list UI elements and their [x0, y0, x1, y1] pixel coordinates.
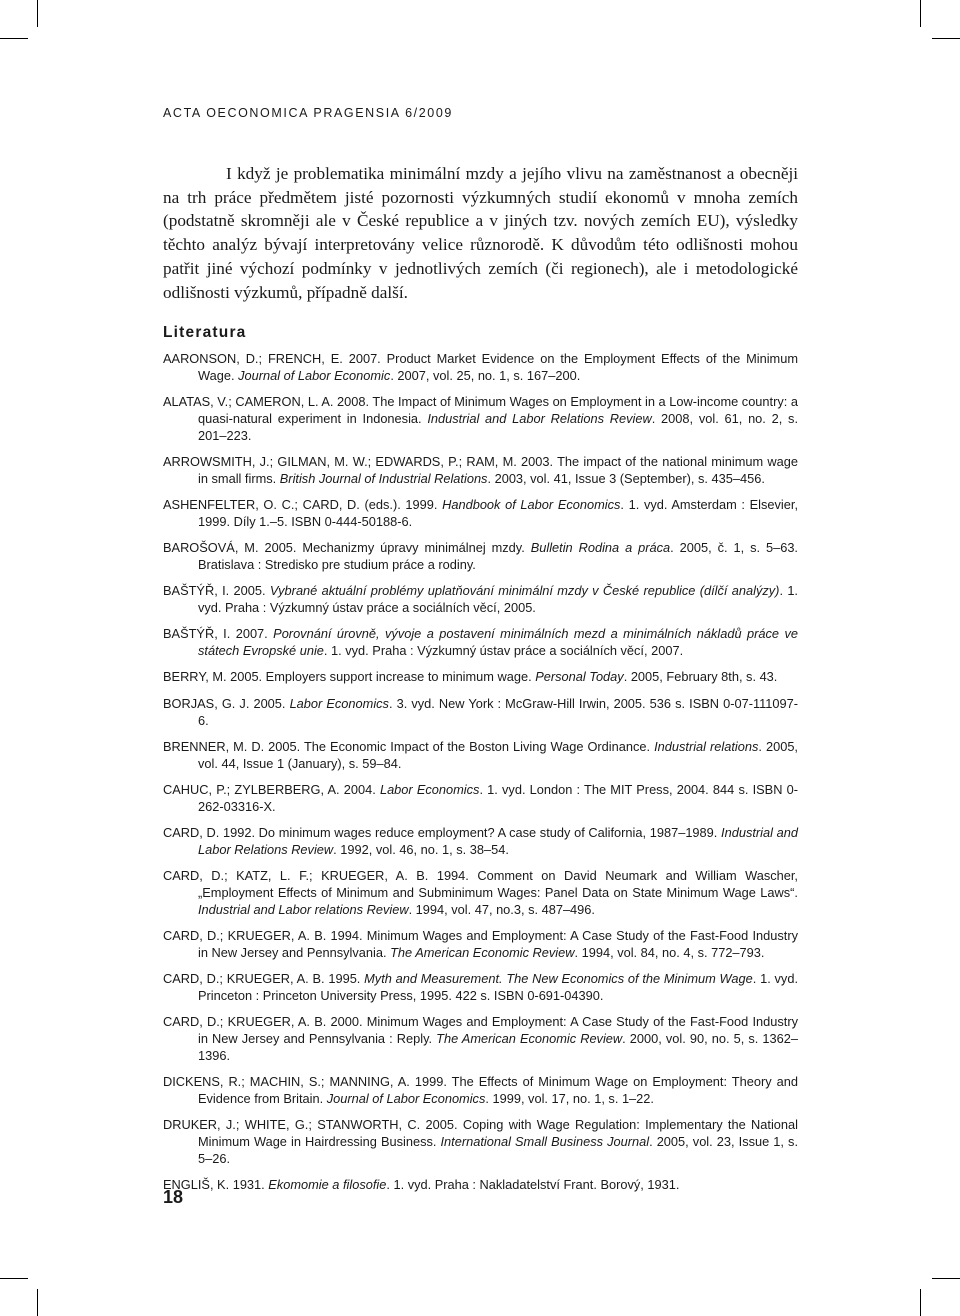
reference-details: . 1. vyd. Praha : Výzkumný ústav práce a sociálních věcí, 2007.	[323, 643, 684, 659]
reference-source-title: Personal Today	[535, 669, 624, 685]
reference-details: . 1. vyd. London : The MIT Press, 2004. 844 s. ISBN 0-262-03316-X.	[198, 781, 798, 814]
reference-text: ENGLIŠ, K. 1931.	[163, 1177, 269, 1193]
reference-source-title: Myth and Measurement. The New Economics of the Minimum Wage	[364, 971, 753, 987]
reference-details: . 1994, vol. 47, no.3, s. 487–496.	[408, 901, 595, 917]
reference-text: BERRY, M. 2005. Employers support increase to minimum wage.	[163, 669, 536, 685]
reference-item	[163, 825, 798, 859]
reference-source-title: Ekomomie a filosofie	[268, 1177, 387, 1193]
reference-source-title: International Small Business Journal	[440, 1133, 650, 1149]
reference-text: ARROWSMITH, J.; GILMAN, M. W.; EDWARDS, P.; RAM, M. 2003. The impact of the national minimum wage in small firms.	[163, 453, 798, 486]
crop-mark	[37, 0, 38, 27]
reference-item	[163, 669, 798, 686]
intro-text: I když je problematika minimální mzdy a jejího vlivu na zaměstnanost a obecněji na trh práce předmětem jisté pozornosti výzkumných studií ekonomů v mnoha zemích (podstatně skromněji ale v České republice a v jiných tzv. nových zemích EU), výsledky těchto analýz bývají interpretovány velice různorodě. K důvodům této odlišnosti mohou patřit jiné výchozí podmínky v jednotlivých zemích (či regionech), ale i metodologické odlišnosti výzkumů, případně další.	[163, 164, 798, 302]
reference-text: BORJAS, G. J. 2005.	[163, 695, 290, 711]
reference-details: . 1994, vol. 84, no. 4, s. 772–793.	[574, 944, 765, 960]
reference-details: . 2007, vol. 25, no. 1, s. 167–200.	[390, 367, 581, 383]
crop-mark	[0, 1278, 28, 1279]
reference-source-title: The American Economic Review	[390, 944, 575, 960]
crop-mark	[932, 38, 960, 39]
reference-details: . 2005, vol. 23, Issue 1, s. 5–26.	[198, 1133, 799, 1166]
reference-text: ASHENFELTER, O. C.; CARD, D. (eds.). 1999.	[163, 497, 443, 513]
reference-item	[163, 868, 798, 918]
reference-text: DICKENS, R.; MACHIN, S.; MANNING, A. 1999. The Effects of Minimum Wage on Employment: Theory and Evidence from Britain.	[163, 1074, 798, 1106]
reference-text: AARONSON, D.; FRENCH, E. 2007. Product Market Evidence on the Employment Effects of the Minimum Wage.	[163, 351, 798, 383]
reference-item	[163, 1177, 798, 1194]
reference-text: ALATAS, V.; CAMERON, L. A. 2008. The Impact of Minimum Wages on Employment in a Low-income country: a quasi-natural experiment in Indonesia.	[163, 394, 798, 426]
reference-source-title: Handbook of Labor Economics	[442, 497, 621, 513]
intro-paragraph	[163, 162, 798, 304]
reference-details: . 2000, vol. 90, no. 5, s. 1362–1396.	[198, 1031, 799, 1063]
reference-source-title: The American Economic Review	[436, 1031, 623, 1046]
reference-list	[163, 351, 798, 1203]
reference-item	[163, 583, 798, 617]
reference-item	[163, 739, 798, 773]
reference-text: BAROŠOVÁ, M. 2005. Mechanizmy úpravy minimálnej mzdy.	[163, 540, 531, 556]
reference-details: . 2008, vol. 61, no. 2, s. 201–223.	[198, 410, 799, 443]
reference-source-title: Industrial relations	[654, 738, 759, 754]
reference-text: CARD, D.; KRUEGER, A. B. 2000. Minimum Wages and Employment: A Case Study of the Fast-Food Industry in New Jersey and Pennsylvania : Reply.	[163, 1014, 798, 1046]
page-number: 18	[163, 1187, 184, 1207]
reference-text: CARD, D. 1992. Do minimum wages reduce employment? A case study of California, 1987–1989.	[163, 825, 722, 841]
reference-details: . 2005, vol. 44, Issue 1 (January), s. 59–84.	[198, 738, 798, 771]
reference-source-title: Porovnání úrovně, vývoje a postavení minimálních mezd a minimálních nákladů práce ve státech Evropské unie	[198, 626, 798, 659]
reference-source-title: Labor Economics	[379, 781, 480, 797]
crop-mark	[0, 38, 28, 39]
reference-source-title: Industrial and Labor Relations Review	[427, 410, 652, 426]
reference-item	[163, 696, 798, 730]
reference-text: CARD, D.; KRUEGER, A. B. 1995.	[163, 971, 365, 987]
reference-details: . 1999, vol. 17, no. 1, s. 1–22.	[485, 1090, 654, 1106]
reference-item	[163, 971, 798, 1005]
reference-details: . 1. vyd. Praha : Nakladatelství Frant. Borový, 1931.	[386, 1177, 680, 1193]
reference-source-title: British Journal of Industrial Relations	[279, 470, 488, 486]
reference-details: . 2003, vol. 41, Issue 3 (September), s. 435–456.	[487, 470, 765, 486]
section-title: Literatura	[163, 324, 247, 341]
reference-item	[163, 928, 798, 962]
reference-text: BAŠTÝŘ, I. 2005.	[163, 583, 270, 599]
reference-details: . 1. vyd. Praha : Výzkumný ústav práce a sociálních věcí, 2005.	[198, 583, 798, 616]
crop-mark	[920, 0, 921, 27]
reference-item	[163, 497, 798, 531]
reference-source-title: Journal of Labor Economics	[326, 1090, 486, 1106]
reference-details: . 1. vyd. Amsterdam : Elsevier, 1999. Díly 1.–5. ISBN 0-444-50188-6.	[198, 497, 799, 529]
reference-source-title: Labor Economics	[289, 695, 389, 711]
reference-source-title: Industrial and Labor relations Review	[198, 901, 409, 917]
reference-item	[163, 1117, 798, 1167]
reference-details: . 2005, February 8th, s. 43.	[623, 669, 778, 685]
reference-text: CARD, D.; KRUEGER, A. B. 1994. Minimum Wages and Employment: A Case Study of the Fast-Food Industry in New Jersey and Pennsylvania.	[163, 928, 798, 960]
reference-item	[163, 540, 798, 574]
reference-item	[163, 1074, 798, 1108]
reference-text: BRENNER, M. D. 2005. The Economic Impact of the Boston Living Wage Ordinance.	[163, 738, 655, 754]
reference-item	[163, 351, 798, 385]
crop-mark	[920, 1289, 921, 1316]
reference-item	[163, 454, 798, 488]
reference-text: CARD, D.; KATZ, L. F.; KRUEGER, A. B. 1994. Comment on David Neumark and William Wascher, „Employment Effects of Minimum and Subminimum Wages: Panel Data on State Minimum Wage Laws“.	[163, 868, 798, 900]
crop-mark	[932, 1278, 960, 1279]
reference-text: BAŠTÝŘ, I. 2007.	[163, 626, 274, 642]
crop-mark	[37, 1289, 38, 1316]
reference-source-title: Industrial and Labor Relations Review	[198, 825, 798, 857]
reference-item	[163, 782, 798, 816]
reference-text: CAHUC, P.; ZYLBERBERG, A. 2004.	[163, 781, 380, 797]
reference-details: . 2005, č. 1, s. 5–63. Bratislava : Stredisko pre studium práce a rodiny.	[198, 540, 798, 572]
reference-item	[163, 394, 798, 444]
reference-source-title: Journal of Labor Economic	[238, 367, 391, 383]
reference-item	[163, 1014, 798, 1064]
reference-text: DRUKER, J.; WHITE, G.; STANWORTH, C. 2005. Coping with Wage Regulation: Implementary the National Minimum Wage in Hairdressing Business.	[163, 1117, 798, 1149]
reference-source-title: Vybrané aktuální problémy uplatňování minimální mzdy v České republice (dílčí analýzy)	[269, 583, 780, 599]
reference-item	[163, 626, 798, 660]
reference-details: . 3. vyd. New York : McGraw-Hill Irwin, 2005. 536 s. ISBN 0-07-111097-6.	[198, 695, 799, 728]
reference-details: . 1992, vol. 46, no. 1, s. 38–54.	[333, 841, 509, 857]
reference-source-title: Bulletin Rodina a práca	[530, 540, 671, 556]
reference-details: . 1. vyd. Princeton : Princeton University Press, 1995. 422 s. ISBN 0-691-04390.	[198, 971, 799, 1003]
running-header: ACTA OECONOMICA PRAGENSIA 6/2009	[163, 106, 453, 120]
